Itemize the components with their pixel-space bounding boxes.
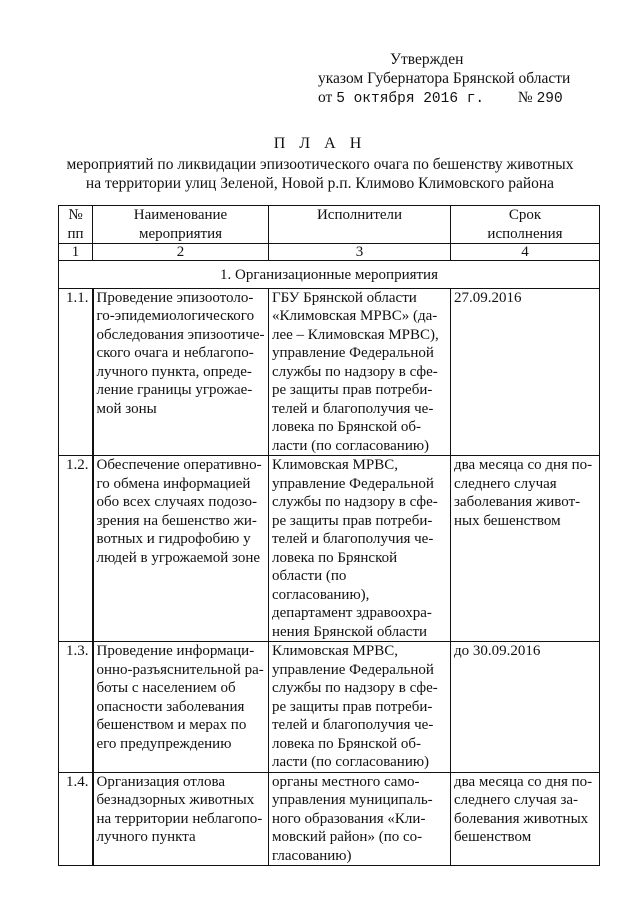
table-row [59, 772, 600, 866]
row-executors [269, 772, 451, 866]
row-activity-line: на территории неблагопо- [96, 810, 263, 827]
row-executors-line: телей и благополучия че- [272, 400, 434, 417]
row-term [451, 642, 600, 773]
row-activity-line: Проведение информаци- [96, 643, 255, 659]
row-executors-line: управление Федеральной [272, 345, 434, 361]
plan-subtitle-1: мероприятий по ликвидации эпизоотического очага по бешенству животных [66, 156, 574, 173]
header-activity: Наименование мероприятия [93, 206, 269, 244]
row-executors-line: управление Федеральной [272, 475, 434, 492]
row-executors-line: ного образования «Кли- [272, 810, 426, 827]
row-executors-line: области (по согласованию), [272, 568, 370, 603]
row-activity-line: лучного пункта, опреде- [96, 363, 252, 380]
row-term [451, 288, 600, 456]
approval-line-2: указом Губернатора Брянской области [318, 70, 571, 87]
row-executors [269, 288, 451, 456]
row-activity-line: лучного пункта [96, 829, 196, 845]
header-executors: Исполнители [269, 206, 451, 244]
column-number: 4 [451, 244, 600, 261]
row-executors-line: гласованию) [272, 847, 352, 864]
row-number: 1.2. [59, 456, 93, 642]
row-activity-line: онно-разъяснительной ра- [96, 661, 264, 678]
row-executors-line: телей и благополучия че- [272, 531, 434, 547]
approval-date-prefix: от [318, 89, 333, 106]
table-row [59, 642, 600, 773]
row-activity [93, 772, 269, 866]
row-activity-line: его предупреждению [96, 735, 232, 752]
row-activity-line: обследования эпизоотиче- [96, 326, 265, 343]
row-term-line: следнего случая за- [454, 792, 579, 808]
row-executors-line: ре защиты прав потреби- [272, 382, 433, 398]
row-activity-line: боты с населением об [96, 680, 236, 696]
table-header [59, 206, 600, 244]
header-term: Срок исполнения [451, 206, 600, 244]
plan-heading: П Л А Н [273, 135, 367, 152]
row-activity-line: вотных и гидрофобию у [96, 531, 251, 547]
row-activity-line: опасности заболевания [96, 698, 245, 715]
row-activity [93, 456, 269, 642]
section-row [59, 261, 600, 289]
approval-number-label: № [517, 89, 533, 106]
row-executors-line: Климовская МРВС, [272, 643, 398, 659]
row-executors-line: мовский район» (по со- [272, 829, 423, 845]
row-activity-line: ление границы угрожае- [96, 382, 253, 398]
approval-line-1: Утвержден [390, 51, 464, 68]
row-executors-line: лее – Климовская МРВС), [272, 326, 439, 343]
header-num: № пп [59, 206, 93, 244]
table-row [59, 456, 600, 642]
row-executors-line: ре защиты прав потреби- [272, 512, 433, 529]
section-title: 1. Организационные мероприятия [59, 261, 600, 289]
row-activity-line: ского очага и неблагопо- [96, 345, 254, 361]
approval-number: 290 [536, 91, 563, 107]
row-executors-line: Климовская МРВС, [272, 457, 398, 473]
row-executors [269, 642, 451, 773]
column-number: 2 [93, 244, 269, 261]
approval-block [318, 50, 618, 109]
column-numbers-row [59, 244, 600, 261]
row-activity-line: Организация отлова [96, 773, 225, 790]
row-activity-line: Проведение эпизоотоло- [96, 289, 254, 306]
row-term-line: два месяца со дня по- [454, 773, 593, 790]
row-executors-line: управление Федеральной [272, 661, 434, 678]
row-term-line: бешенством [454, 829, 532, 845]
row-activity-line: безнадзорных животных [96, 792, 255, 808]
approval-date-line [318, 88, 618, 109]
row-term-line: болевания животных [454, 810, 589, 827]
row-activity [93, 288, 269, 456]
row-term-line: два месяца со дня по- [454, 457, 593, 473]
row-activity-line: зрения на бешенство жи- [96, 512, 257, 529]
row-executors-line: ласти (по согласованию) [272, 437, 430, 454]
row-activity-line: обо всех случаях подозо- [96, 494, 257, 510]
row-number: 1.1. [59, 288, 93, 456]
row-term-line: 27.09.2016 [454, 289, 522, 306]
table-row [59, 288, 600, 456]
row-executors-line: ловека по Брянской об- [272, 419, 422, 435]
row-executors-line: департамент здравоохра- [272, 605, 432, 621]
document-title [0, 134, 640, 193]
row-executors-line: ласти (по согласованию) [272, 754, 430, 770]
plan-subtitle-2: на территории улиц Зеленой, Новой р.п. Климово Климовского района [85, 175, 555, 192]
column-number: 1 [59, 244, 93, 261]
row-executors-line: службы по надзору в сфе- [272, 363, 438, 380]
row-executors-line: ГБУ Брянской области [272, 289, 417, 306]
column-number: 3 [269, 244, 451, 261]
row-activity-line: го обмена информацией [96, 475, 251, 492]
row-executors-line: ловека по Брянской [272, 549, 398, 566]
row-term-line: заболевания живот- [454, 494, 581, 510]
row-executors-line: «Климовская МРВС» (да- [272, 308, 438, 324]
row-activity-line: людей в угрожаемой зоне [96, 549, 261, 566]
table-body [59, 288, 600, 866]
row-activity-line: го-эпидемиологического [96, 308, 255, 324]
row-executors-line: службы по надзору в сфе- [272, 494, 438, 510]
row-term-line: до 30.09.2016 [454, 643, 541, 659]
row-term-line: следнего случая [454, 475, 557, 492]
row-term [451, 772, 600, 866]
row-executors-line: органы местного само- [272, 773, 420, 790]
row-executors-line: службы по надзору в сфе- [272, 680, 438, 696]
row-executors-line: телей и благополучия че- [272, 717, 434, 733]
plan-table [58, 205, 600, 866]
row-number: 1.3. [59, 642, 93, 773]
row-term [451, 456, 600, 642]
row-term-line: ных бешенством [454, 512, 561, 529]
approval-date: 5 октября 2016 г. [336, 91, 485, 107]
row-executors-line: ловека по Брянской об- [272, 735, 422, 752]
row-number: 1.4. [59, 772, 93, 866]
row-activity-line: Обеспечение оперативно- [96, 457, 262, 473]
row-activity-line: мой зоны [96, 400, 157, 417]
row-executors-line: управления муниципаль- [272, 792, 433, 808]
row-activity-line: бешенством и мерах по [96, 717, 247, 733]
row-executors [269, 456, 451, 642]
row-executors-line: ре защиты прав потреби- [272, 698, 433, 715]
row-activity [93, 642, 269, 773]
row-executors-line: нения Брянской области [272, 623, 428, 640]
